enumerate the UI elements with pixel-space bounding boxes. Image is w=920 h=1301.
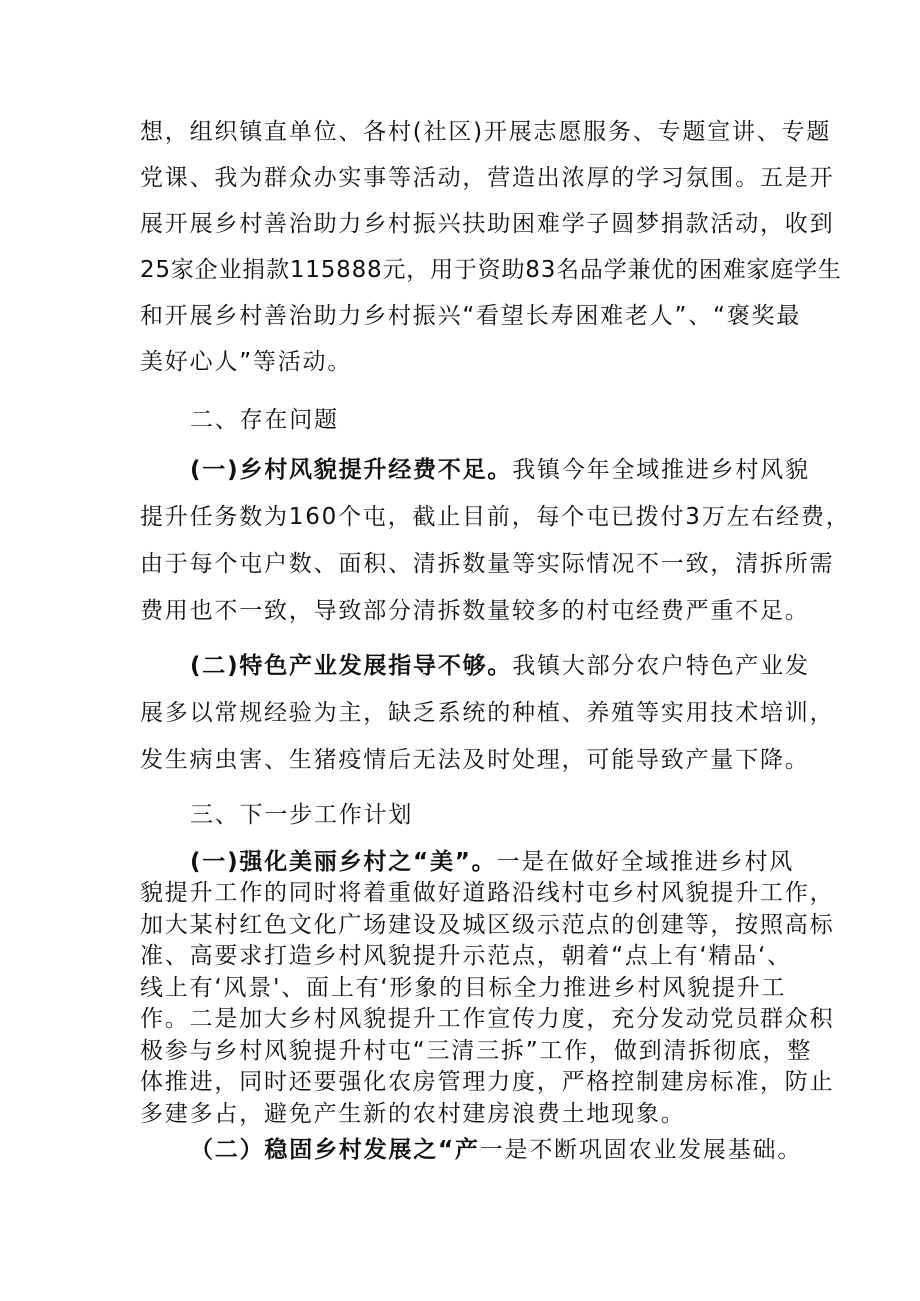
body-text-line: 貌提升工作的同时将着重做好道路沿线村屯乡村风貌提升工作， (140, 880, 835, 906)
subsection-lead: (一)强化美丽乡村之“美”。 (190, 849, 497, 875)
subsection-text: 我镇今年全域推进乡村风貌 (512, 457, 810, 483)
body-text-line: 25家企业捐款115888元，用于资助83名品学兼优的困难家庭学生 (140, 257, 842, 283)
body-text-line: 准、高要求打造乡村风貌提升示范点，朝着“点上有‘精品‘、 (140, 943, 792, 969)
body-text-line (190, 1135, 840, 1165)
subsection-lead: (一)乡村风貌提升经费不足。 (190, 457, 513, 483)
body-text-line: 和开展乡村善治助力乡村振兴“看望长寿困难老人”、“褒奖最 (140, 303, 802, 329)
body-text-line: 展开展乡村善治助力乡村振兴扶助困难学子圆梦捐款活动，收到 (140, 211, 835, 237)
section-heading: 三、下一步工作计划 (190, 802, 414, 828)
subsection-lead: (二)特色产业发展指导不够。 (190, 653, 513, 679)
body-text-line (190, 455, 840, 485)
subsection-text: 我镇大部分农户特色产业发 (512, 653, 810, 679)
body-text-line: 由于每个屯户数、面积、清拆数量等实际情况不一致，清拆所需 (140, 551, 835, 577)
section-heading: 二、存在问题 (190, 407, 339, 433)
body-text-line: 发生病虫害、生猪疫情后无法及时处理，可能导致产量下降。 (140, 747, 810, 773)
subsection-text: 一是不断巩固农业发展基础。 (479, 1137, 803, 1163)
body-text-line: 党课、我为群众办实事等活动，营造出浓厚的学习氛围。五是开 (140, 165, 835, 191)
body-text-line: 展多以常规经验为主，缺乏系统的种植、养殖等实用技术培训， (140, 700, 835, 726)
subsection-lead: （二）稳固乡村发展之“产 (190, 1137, 480, 1163)
body-text-line: 线上有‘风景'、面上有‘形象的目标全力推进乡村风貌提升工 (140, 975, 787, 1001)
body-text-line: 加大某村红色文化广场建设及城区级示范点的创建等，按照高标 (140, 912, 835, 938)
body-text-line: 提升任务数为160个屯，截止目前，每个屯已拨付3万左右经费， (140, 504, 851, 530)
body-text-line: 作。二是加大乡村风貌提升工作宣传力度，充分发动党员群众积 (140, 1006, 835, 1032)
subsection-text: 一是在做好全域推进乡村风 (496, 849, 795, 875)
body-text-line (190, 847, 840, 877)
body-text-line: 费用也不一致，导致部分清拆数量较多的村屯经费严重不足。 (140, 598, 810, 624)
body-text-line: 体推进，同时还要强化农房管理力度，严格控制建房标准，防止 (140, 1069, 835, 1095)
body-text-line: 想，组织镇直单位、各村(社区)开展志愿服务、专题宣讲、专题 (140, 119, 832, 145)
body-text-line: 极参与乡村风貌提升村屯“三清三拆”工作，做到清拆彻底，整 (140, 1038, 813, 1064)
body-text-line: 美好心人”等活动。 (140, 349, 353, 375)
body-text-line (190, 651, 840, 681)
body-text-line: 多建多占，避免产生新的农村建房浪费土地现象。 (140, 1101, 686, 1127)
